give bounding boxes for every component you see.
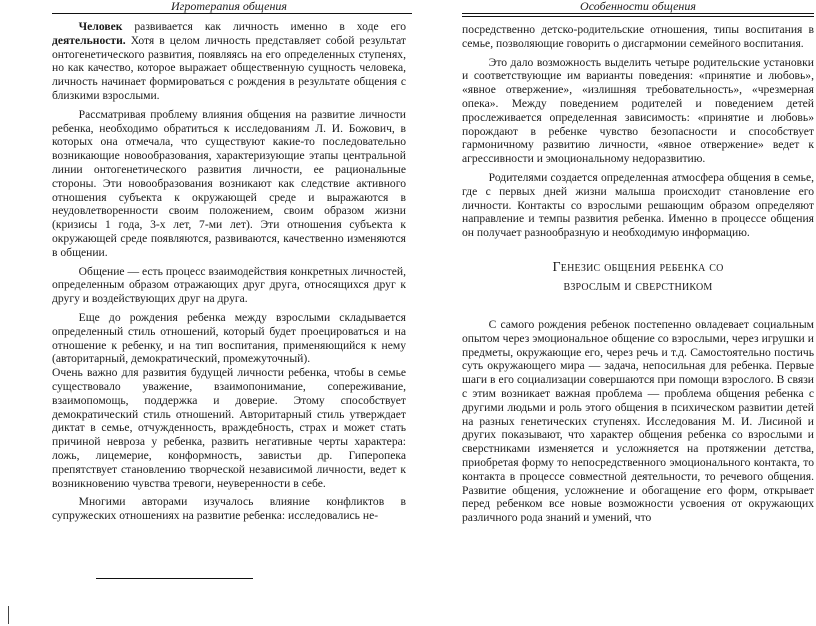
left-paragraph-3: Общение — есть процесс взаимодействия конкретных личностей, определенным образом отражающих друг друга, относящихся друг к другу и воздействующих друг на друга. <box>52 264 406 306</box>
left-page-text <box>52 20 406 523</box>
left-paragraph-4: Еще до рождения ребенка между взрослыми складывается определенный стиль отношений, который будет проецироваться и на отношение к ребенку, и на тип воспитания, применяющийся к нему (авторитарный, демократический, промежуточный). <box>52 310 406 366</box>
right-head-rule-thin <box>462 16 814 17</box>
footnote-rule <box>96 578 253 579</box>
left-running-head: Игротерапия общения <box>170 0 287 13</box>
right-head-rule <box>462 13 814 14</box>
right-running-head: Особенности общения <box>580 0 696 13</box>
section-heading <box>462 258 814 296</box>
term-person: Человек <box>78 20 123 33</box>
left-paragraph-1-rest: Хотя в целом личность представляет собой результат онтогенетического развития, появляясь на его определенных ступенях, но как качество, которое выражает общественную сущность человека, личность начинает формироваться с рождения в результате общения с близкими взрослыми. <box>52 33 406 102</box>
left-paragraph-6: Многими авторами изучалось влияние конфликтов в супружеских отношениях на развитие ребенка: исследовались не- <box>52 495 406 523</box>
section-heading-line-2: взрослым и сверстником <box>563 278 713 294</box>
margin-tick <box>8 606 9 624</box>
left-paragraph-5: Очень важно для развития будущей личности ребенка, чтобы в семье существовало уважение, взаимопонимание, сопереживание, взаимопомощь, поддержка и доверие. Этому способствует демократический стиль отношений. Авторитарный стиль утверждает диктат в семье, отчужденность, враждебность, страх и может стать причиной невроза у ребенка, развить негативные черты характера: ложь, лицемерие, конформность, завистьи др. Гиперопека препятствует становлению творческой независимой личности, ведет к возникновению чувства тревоги, неуверенности в себе. <box>52 366 406 490</box>
right-page <box>462 0 814 626</box>
right-paragraph-1: посредственно детско-родительские отношения, типы воспитания в семье, позволяющие говорить о дисгармонии семейного воспитания. <box>462 23 814 50</box>
right-paragraph-2: Это дало возможность выделить четыре родительские установки и соответствующие им варианты поведения: «принятие и любовь», «явное отвержение», «излишняя требовательность», «чрезмерная опека». Между поведением родителей и поведением детей прослеживается определенная зависимость: «принятие и любовь» порождают в ребенке чувство безопасности и способствует гармоничному развитию личности, «явное отвержение» ведет к агрессивности и эмоциональному недоразвитию. <box>462 55 814 166</box>
term-activity: деятельности. <box>52 33 126 47</box>
right-page-text <box>462 23 814 525</box>
left-paragraph-2: Рассматривая проблему влияния общения на развитие личности ребенка, необходимо обратиться к исследованиям Л. И. Божович, в которых она отмечала, что существуют какие-то последовательно возникающие новообразования, характеризующие этапы центральной линии онтогенетического развития личности, ее рациональные стороны. Эти новообразования возникают как следствие активного отношения субъекта к окружающей среде и выражаются в неудовлетворенности своим положением, своим образом жизни (кризисы 1 года, 3-х лет, 7-ми лет). Эти отношения субъекта к окружающей среде появляются, развиваются, качественно изменяются в общении. <box>52 107 406 259</box>
left-head-rule <box>52 13 412 14</box>
left-paragraph-1 <box>52 20 406 103</box>
section-heading-line-1: Генезис общения ребенка со <box>552 259 724 275</box>
left-paragraph-1-mid: развивается как личность именно в ходе его <box>122 20 406 33</box>
right-paragraph-3: Родителями создается определенная атмосфера общения в семье, где с первых дней жизни малыша происходит становление его личности. Контакты со взрослыми решающим образом определяют направление и темпы развития ребенка. Именно в процессе общения он получает разнообразную и необходимую информацию. <box>462 170 814 240</box>
right-paragraph-4: С самого рождения ребенок постепенно овладевает социальным опытом через эмоциональное общение со взрослыми, через игрушки и предметы, окружающие его, через речь и т.д. Самостоятельно постичь суть окружающего мира — задача, непосильная для ребенка. Первые шаги в его социализации совершаются при помощи взрослого. В связи с этим возникает важная проблема — проблема общения ребенка с другими людьми и роль этого общения в психическом развитии детей на разных генетических ступенях. Исследования М. И. Лисиной и других показывают, что характер общения ребенка со взрослыми и сверстниками изменяется и усложняется на протяжении детства, приобретая форму то непосредственного эмоционального контакта, то контакта в процессе совместной деятельности, то речевого общения. Развитие общения, усложнение и обогащение его форм, открывает перед ребенком все новые возможности усвоения от окружающих различного рода знаний и умений, что <box>462 317 814 525</box>
left-page <box>52 0 412 626</box>
